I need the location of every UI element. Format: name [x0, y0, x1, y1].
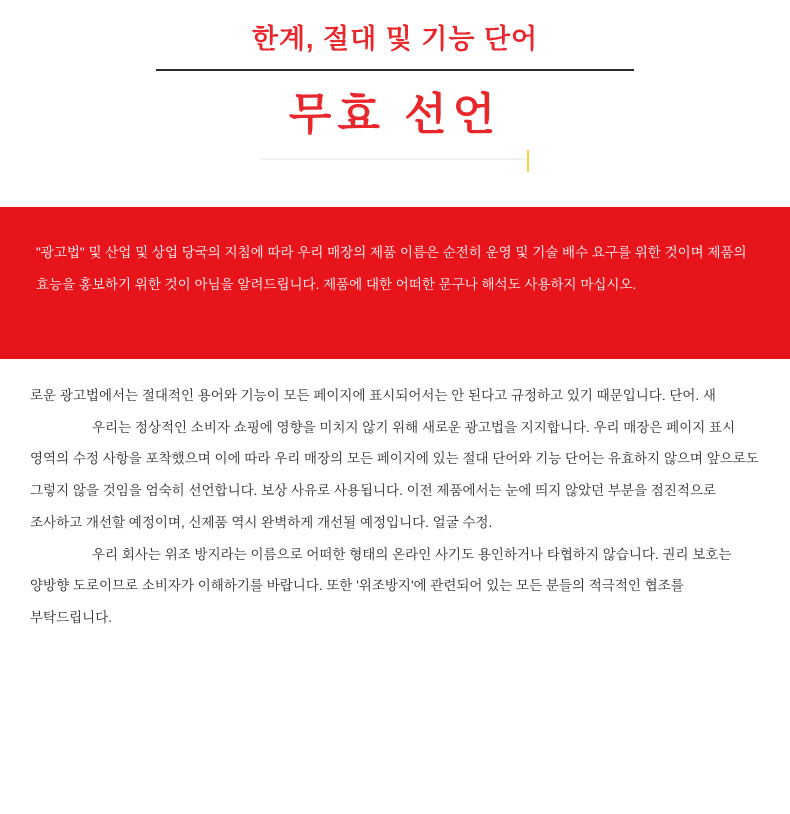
accent-tick-mark	[527, 150, 529, 172]
title-divider	[156, 69, 634, 71]
page-title: 한계, 절대 및 기능 단어	[251, 24, 539, 54]
document-header	[0, 0, 790, 160]
subtitle-underline	[260, 158, 530, 160]
document-body	[0, 380, 790, 634]
body-paragraph-1: 로운 광고법에서는 절대적인 용어와 기능이 모든 페이지에 표시되어서는 안 된다고 규정하고 있기 때문입니다. 단어. 새	[30, 388, 716, 403]
notice-banner	[0, 207, 790, 359]
body-paragraph-2: 우리는 정상적인 소비자 쇼핑에 영향을 미치지 않기 위해 새로운 광고법을 지지합니다. 우리 매장은 페이지 표시 영역의 수정 사항을 포착했으며 이에 따라 우리 매장의 모든 페이지에 있는 절대 단어와 기능 단어는 유효하지 않으며 앞으로도 그렇지 않을 것임을 엄숙히 선언합니다. 보상 사유로 사용됩니다. 이전 제품에서는 눈에 띄지 않았던 부분을 점진적으로 조사하고 개선할 예정이며, 신제품 역시 완벽하게 개선될 예정입니다. 얼굴 수정.	[30, 419, 759, 530]
page-subtitle: 무효 선언	[288, 90, 502, 140]
notice-text: "광고법" 및 산업 및 상업 당국의 지침에 따라 우리 매장의 제품 이름은 순전히 운영 및 기술 배수 요구를 위한 것이며 제품의 효능을 홍보하기 위한 것이 아님을 알려드립니다. 제품에 대한 어떠한 문구나 해석도 사용하지 마십시오.	[36, 245, 747, 292]
body-paragraph-3: 우리 회사는 위조 방지라는 이름으로 어떠한 형태의 온라인 사기도 용인하거나 타협하지 않습니다. 권리 보호는 양방향 도로이므로 소비자가 이해하기를 바랍니다. 또한 '위조방지'에 관련되어 있는 모든 분들의 적극적인 협조를 부탁드립니다.	[30, 546, 732, 626]
